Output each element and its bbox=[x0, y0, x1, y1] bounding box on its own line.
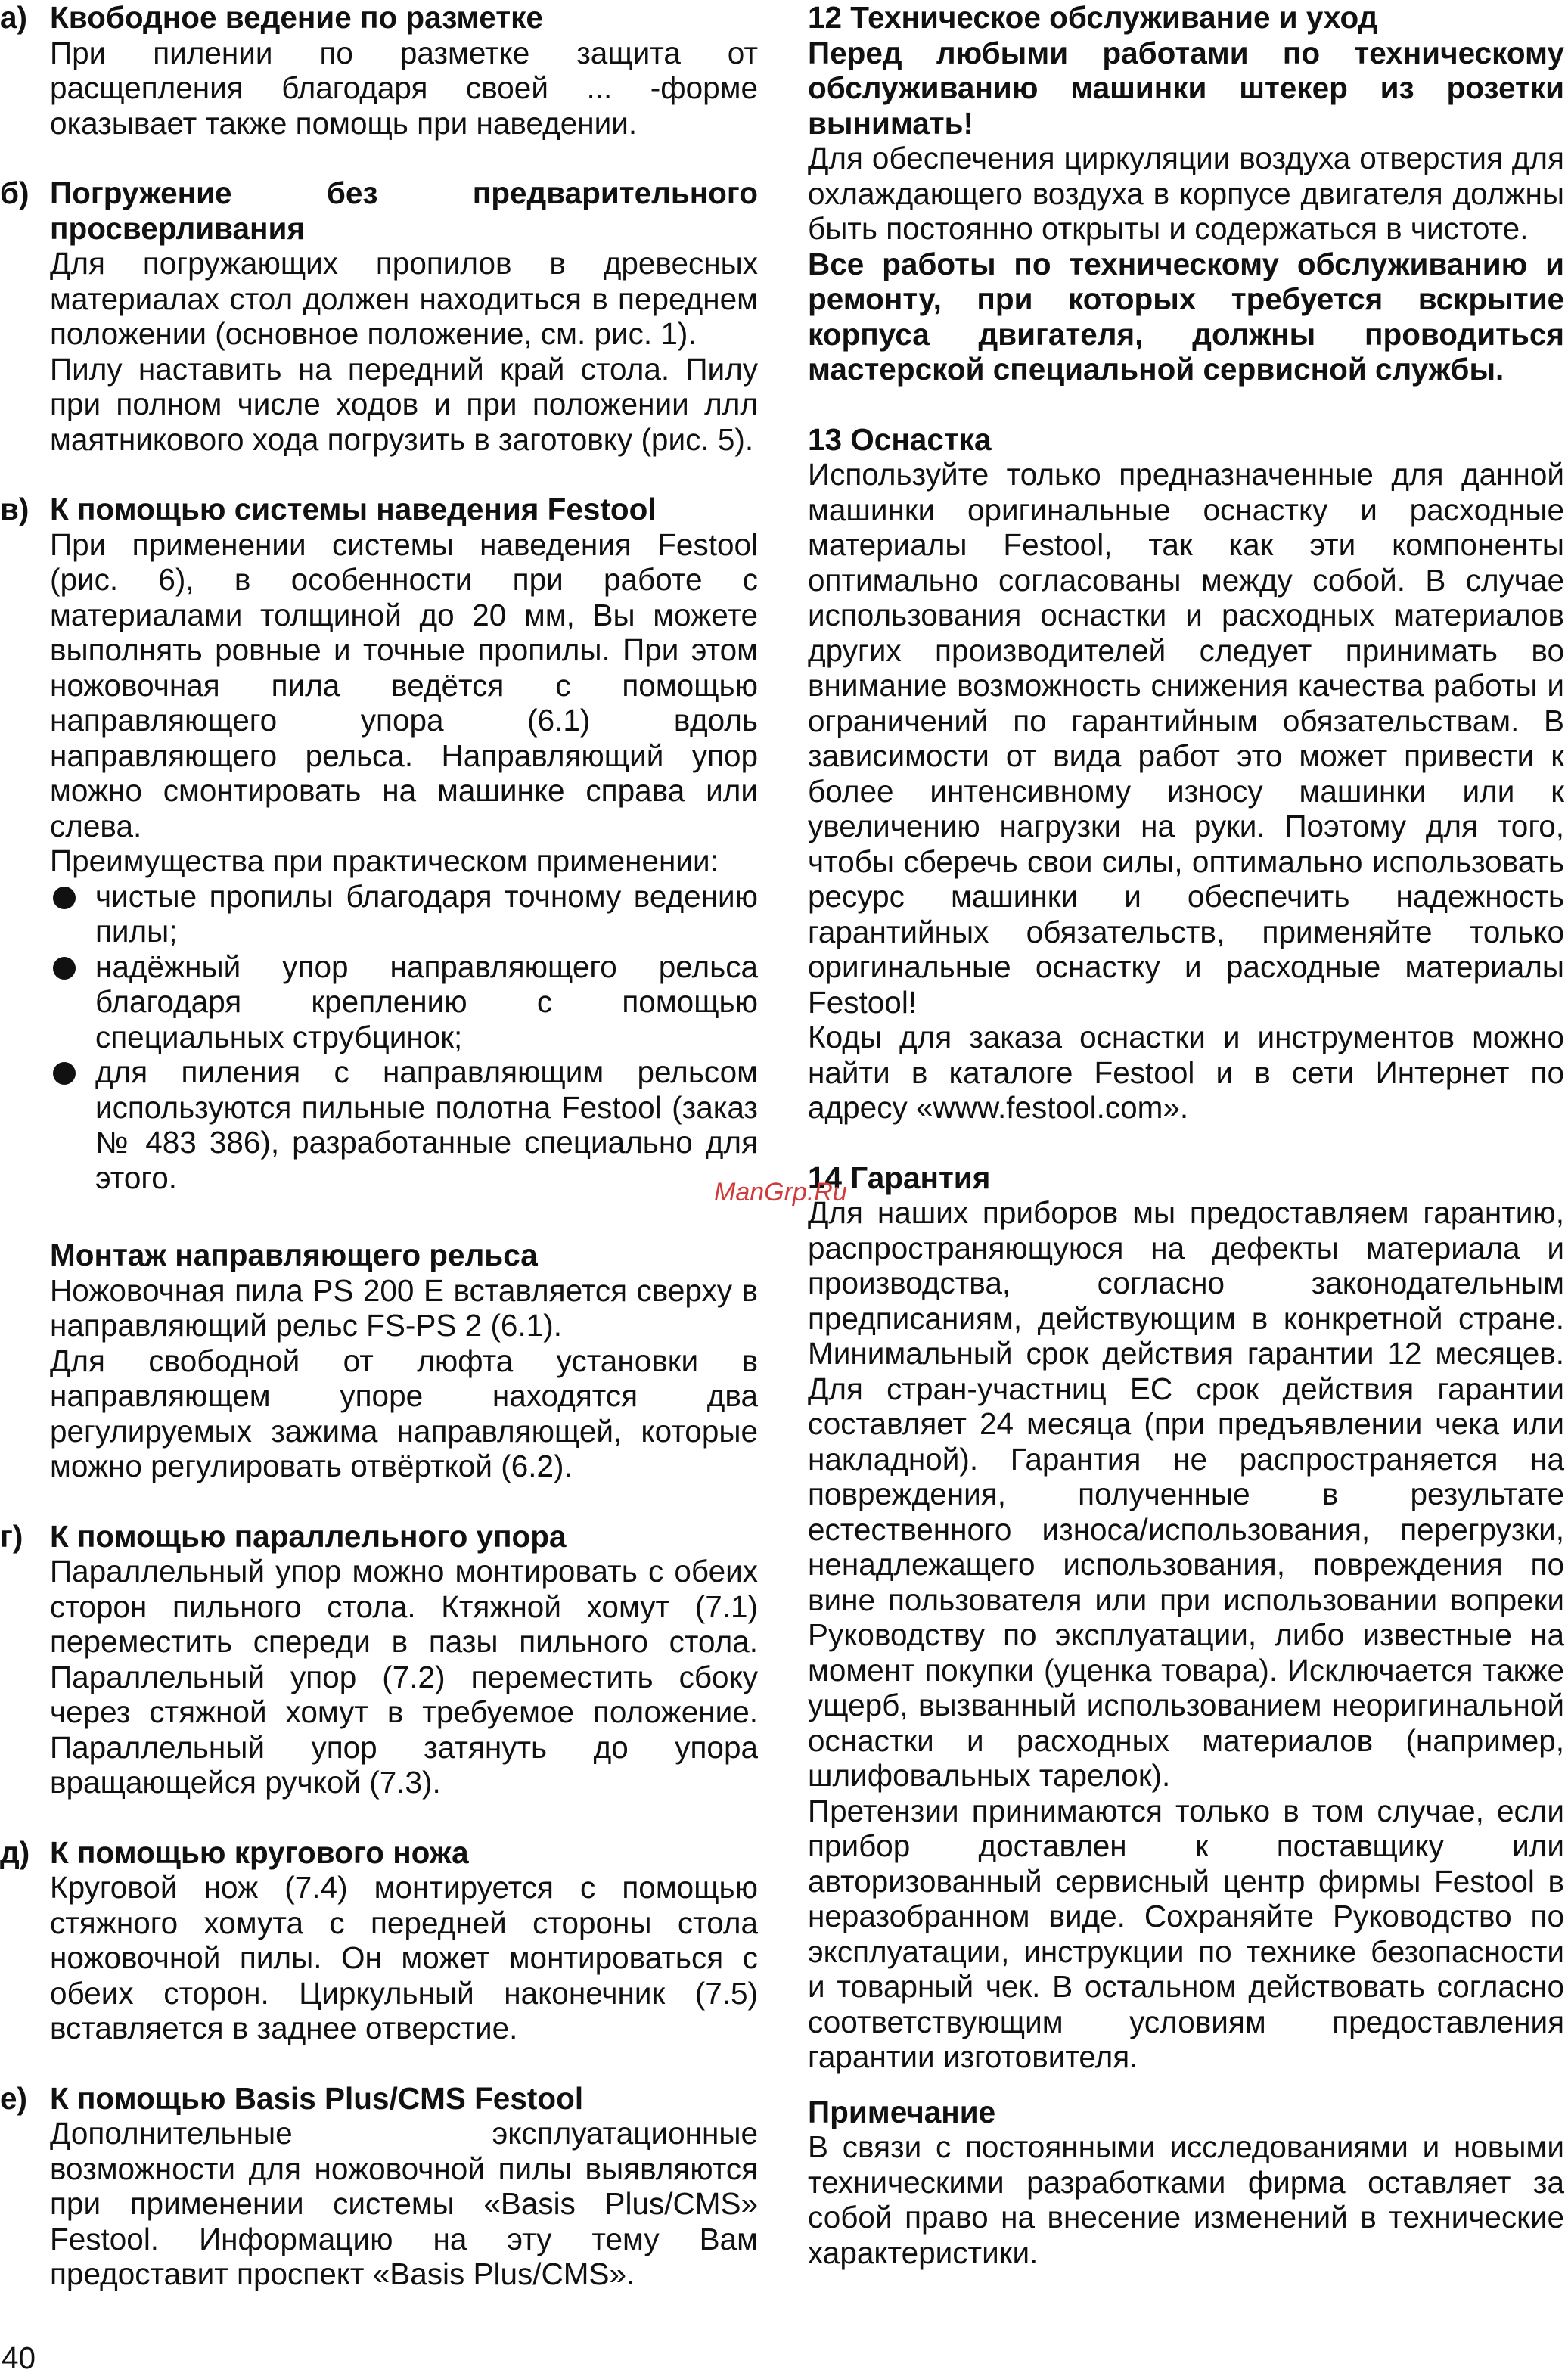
paragraph: Используйте только предназначенные для данной машинки оригинальные оснастку и расходные материалы Festool, так как эти компоненты оптимально согласованы между собой. В случае использования оснастки и расходных материалов других производителей следует принимать во внимание возможность снижения качества работы и ограничений по гарантийным обязательствам. В зависимости от вида работ это может привести к более интенсивному износу машинки или к увеличению нагрузки на руки. Поэтому для того, чтобы сберечь свои силы, оптимально использовать ресурс машинки и обеспечить надежность гарантийных обязательств, применяйте только оригинальные оснастку и расходные материалы Festool! bbox=[808, 457, 1564, 1020]
bullet-icon bbox=[53, 1062, 76, 1085]
watermark: ManGrp.Ru bbox=[714, 1178, 847, 1207]
section-b bbox=[0, 175, 758, 457]
paragraph: Для свободной от люфта установки в направляющем упоре находятся два регулируемых зажима направляющей, которые можно регулировать отвёрткой (6.2). bbox=[50, 1343, 758, 1483]
paragraph: Коды для заказа оснастки и инструментов можно найти в каталоге Festool и в сети Интернет по адресу «www.festool.com». bbox=[808, 1020, 1564, 1125]
section-12 bbox=[808, 0, 1564, 387]
section-14 bbox=[808, 1160, 1564, 2075]
item-label: д) bbox=[0, 1834, 30, 1870]
note-section bbox=[808, 2095, 1564, 2271]
paragraph: Круговой нож (7.4) монтируется с помощью стяжного хомута с передней стороны стола ножовочной пилы. Он может монтироваться с обеих сторон. Циркульный наконечник (7.5) вставляется в заднее отверстие. bbox=[50, 1870, 758, 2045]
paragraph: Для погружающих пропилов в древесных материалах стол должен находиться в переднем положении (основное положение, см. рис. 1). bbox=[50, 246, 758, 351]
section-heading: 13 Оснастка bbox=[808, 421, 992, 457]
item-label: в) bbox=[0, 492, 29, 526]
section-heading: К помощью кругового ножа bbox=[50, 1834, 469, 1870]
section-heading: К помощью параллельного упора bbox=[50, 1518, 567, 1554]
bullet-icon bbox=[53, 887, 76, 909]
section-a bbox=[0, 0, 758, 141]
list-item-text: для пиления с направляющим рельсом используются пильные полотна Festool (заказ № 483 386), разработанные специально для этого. bbox=[95, 1054, 758, 1195]
section-heading: Квободное ведение по разметке bbox=[50, 0, 543, 35]
section-v bbox=[0, 492, 758, 1484]
item-label: е) bbox=[0, 2080, 28, 2116]
section-e bbox=[0, 2081, 758, 2292]
paragraph: В связи с постоянными исследованиями и новыми техническими разработками фирма оставляет за собой право на внесение изменений в технические характеристики. bbox=[808, 2129, 1564, 2270]
paragraph: Дополнительные эксплуатационные возможности для ножовочной пилы выявляются при применении системы «Basis Plus/CMS» Festool. Информацию на эту тему Вам предоставит проспект «Basis Plus/CMS». bbox=[50, 2116, 758, 2291]
page-number: 40 bbox=[2, 2340, 36, 2375]
list-item bbox=[50, 1054, 758, 1195]
bullet-icon bbox=[53, 957, 76, 980]
item-label: г) bbox=[0, 1518, 23, 1554]
paragraph: Для обеспечения циркуляции воздуха отверстия для охлаждающего воздуха в корпусе двигателя должны быть постоянно открыты и содержаться в чистоте. bbox=[808, 141, 1564, 246]
paragraph: Параллельный упор можно монтировать с обеих сторон пильного стола. Ктяжной хомут (7.1) переместить спереди в пазы пильного стола. Параллельный упор (7.2) переместить сбоку через стяжной хомут в требуемое положение. Параллельный упор затянуть до упора вращающейся ручкой (7.3). bbox=[50, 1554, 758, 1800]
section-heading: К помощью Basis Plus/CMS Festool bbox=[50, 2080, 584, 2116]
section-heading: 14 Гарантия bbox=[808, 1160, 991, 1195]
section-13 bbox=[808, 422, 1564, 1126]
section-heading: К помощью системы наведения Festool bbox=[50, 492, 657, 526]
right-column bbox=[808, 0, 1564, 2270]
section-heading: 12 Техническое обслуживание и уход bbox=[808, 0, 1378, 35]
list-item-text: чистые пропилы благодаря точному ведению пилы; bbox=[95, 878, 758, 949]
warning-text: Перед любыми работами по техническому обслуживанию машинки штекер из розетки вынимать! bbox=[808, 35, 1564, 141]
list-item-text: надёжный упор направляющего рельса благодаря креплению с помощью специальных струбцинок; bbox=[95, 949, 758, 1054]
section-d bbox=[0, 1835, 758, 2046]
note-heading: Примечание bbox=[808, 2094, 996, 2129]
paragraph: При применении системы наведения Festool (рис. 6), в особенности при работе с материалами толщиной до 20 мм, Вы можете выполнять ровные и точные пропилы. При этом ножовочная пила ведётся с помощью направляющего упора (6.1) вдоль направляющего рельса. Направляющий упор можно смонтировать на машинке справа или слева. bbox=[50, 526, 758, 843]
item-label: а) bbox=[0, 0, 28, 35]
paragraph: Претензии принимаются только в том случае, если прибор доставлен к поставщику или авторизованный сервисный центр фирмы Festool в неразобранном виде. Сохраняйте Руководство по эксплуатации, инструкции по технике безопасности и товарный чек. В остальном действовать согласно соответствующим условиям предоставления гарантии изготовителя. bbox=[808, 1793, 1564, 2074]
section-g bbox=[0, 1519, 758, 1800]
subsection-heading: Монтаж направляющего рельса bbox=[50, 1238, 538, 1272]
paragraph: При пилении по разметке защита от расщепления благодаря своей ... -форме оказывает также помощь при наведении. bbox=[50, 35, 758, 141]
left-column bbox=[0, 0, 758, 2292]
bold-paragraph: Все работы по техническому обслуживанию и ремонту, при которых требуется вскрытие корпуса двигателя, должны проводиться мастерской специальной сервисной службы. bbox=[808, 246, 1564, 387]
paragraph: Ножовочная пила PS 200 E вставляется сверху в направляющий рельс FS-PS 2 (6.1). bbox=[50, 1272, 758, 1343]
paragraph: Для наших приборов мы предоставляем гарантию, распространяющуюся на дефекты материала и производства, согласно законодательным предписаниям, действующим в конкретной стране. Минимальный срок действия гарантии 12 месяцев. Для стран-участниц ЕС срок действия гарантии составляет 24 месяца (при предъявлении чека или накладной). Гарантия не распространяется на повреждения, полученные в результате естественного износа/использования, перегрузки, ненадлежащего использования, повреждения по вине пользователя или при использовании вопреки Руководству по эксплуатации, либо известные на момент покупки (уценка товара). Исключается также ущерб, вызванный использованием неоригинальной оснастки и расходных материалов (например, шлифовальных тарелок). bbox=[808, 1195, 1564, 1793]
list-item bbox=[50, 879, 758, 949]
item-label: б) bbox=[0, 175, 29, 210]
paragraph: Преимущества при практическом применении: bbox=[50, 843, 719, 878]
section-heading: Погружение без предварительного просверливания bbox=[50, 175, 758, 246]
list-item bbox=[50, 949, 758, 1055]
paragraph: Пилу наставить на передний край стола. Пилу при полном числе ходов и при положении ллл маятникового хода погрузить в заготовку (рис. 5). bbox=[50, 351, 758, 457]
